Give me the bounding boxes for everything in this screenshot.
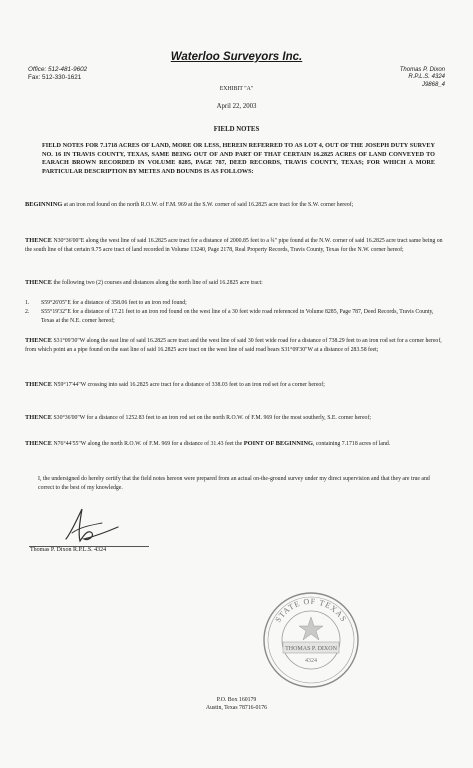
- office-phone: Office: 512-481-9602: [28, 66, 88, 73]
- course-text: S55°19'32"E for a distance of 17.21 feet to an iron rod found on the west line of a 30 feet wide road referenced in Volume 8285, Page 787, Deed Records, Travis County, Texas at the N.E. corner hereof;: [41, 309, 434, 324]
- exhibit-label: EXHIBIT "A": [219, 86, 254, 92]
- course-text: S59°26'05"E for a distance of 358.06 feet to an iron rod found;: [41, 300, 187, 306]
- paragraph-lead: THENCE: [25, 237, 52, 244]
- paragraph-lead: THENCE: [25, 381, 52, 388]
- paragraph-thence-6: [25, 440, 449, 449]
- paragraph-text: S30°36'00"W for a distance of 1252.83 feet to an iron rod set on the north R.O.W. of F.M. 969 for the most southerly, S.E. corner hereof;: [52, 415, 371, 421]
- intro-paragraph: FIELD NOTES FOR 7.1718 ACRES OF LAND, MORE OR LESS, HEREIN REFERRED TO AS LOT 4, OUT OF THE JOSEPH DUTY SURVEY NO. 16 IN TRAVIS COUNTY, TEXAS, SAME BEING OUT OF AND PART OF THAT CERTAIN 16.2825 ACRES OF LAND CONVEYED TO EARACH BROWN RECORDED IN VOLUME 8285, PAGE 787, DEED RECORDS, TRAVIS COUNTY, TEXAS; FOR WHICH A MORE PARTICULAR DESCRIPTION BY METES AND BOUNDS IS AS FOLLOWS:: [42, 142, 435, 176]
- paragraph-lead: THENCE: [25, 440, 52, 447]
- paragraph-text: S31°09'30"W along the east line of said 16.2825 acre tract and the west line of said 30 feet wide road for a distance of 738.29 feet to an iron rod set for a corner hereof, from which point an a pipe found on the east line of said 16.2825 acre tract on the west line of said road bears S31°09'30"W at a distance of 283.58 feet;: [25, 338, 442, 353]
- office-contact: [28, 66, 87, 82]
- company-name: Waterloo Surveyors Inc.: [170, 51, 303, 63]
- paragraph-text: N59°17'44"W crossing into said 16.2825 acre tract for a distance of 338.03 feet to an iron rod set for a corner hereof;: [52, 382, 325, 388]
- paragraph-thence-3: [25, 337, 449, 354]
- paragraph-tail: , containing 7.1718 acres of land.: [312, 441, 391, 447]
- surveyor-name: Thomas P. Dixon: [399, 67, 445, 73]
- paragraph-beginning: [25, 201, 449, 210]
- paragraph-lead: BEGINNING: [25, 201, 63, 208]
- point-of-beginning: POINT OF BEGINNING: [243, 440, 313, 447]
- document-heading: FIELD NOTES: [213, 126, 260, 133]
- paragraph-text: N76°44'55"W along the north R.O.W. of F.M. 969 for a distance of 31.43 feet the: [52, 441, 244, 447]
- fax-number: Fax: 512-330-1621: [28, 74, 82, 81]
- paragraph-thence-2: [25, 279, 449, 288]
- po-box-address: [0, 697, 473, 712]
- seal-top-text: STATE OF TEXAS: [273, 596, 349, 624]
- paragraph-thence-5: [25, 414, 449, 423]
- surveyor-seal-icon: [261, 590, 361, 690]
- course-number: 1.: [25, 300, 30, 306]
- paragraph-text: N30°36'00"E along the west line of said 16.2825 acre tract for a distance of 2000.85 feet to a ¾" pipe found at the N.W. corner of said 16.2825 acre tract same being on the south line of that certain 9.75 acre tract of land recorded in Volume 13240, Page 2178, Real Property Records, Travis County, Texas for the N.W. corner hereof;: [25, 238, 443, 253]
- paragraph-thence-4: [25, 381, 449, 390]
- surveyor-license: R.P.L.S. 4324: [408, 74, 445, 81]
- paragraph-text: at an iron rod found on the north R.O.W. of F.M. 969 at the S.W. corner of said 16.2825 acre tract for the S.W. corner hereof;: [62, 202, 354, 208]
- job-number: J9868_4: [421, 81, 445, 88]
- paragraph-lead: THENCE: [25, 414, 52, 421]
- signature-icon: [58, 503, 128, 549]
- seal-number-text: 4324: [305, 658, 317, 664]
- paragraph-lead: THENCE: [25, 279, 52, 286]
- signature-name: Thomas P. Dixon R.P.L.S. 4324: [30, 547, 107, 553]
- po-box-line-1: P.O. Box 160179: [216, 697, 257, 703]
- paragraph-text: the following two (2) courses and distances along the north line of said 16.2825 acre tract:: [52, 280, 263, 286]
- course-number: 2.: [25, 309, 30, 315]
- certification-paragraph: I, the undersigned do hereby certify that the field notes hereon were prepared from an actual on-the-ground survey under my direct supervision and that they are true and correct to the best of my knowledge.: [38, 476, 430, 491]
- paragraph-lead: THENCE: [25, 337, 52, 344]
- seal-name-text: THOMAS P. DIXON: [285, 646, 337, 652]
- po-box-line-2: Austin, Texas 78716-0176: [205, 704, 268, 711]
- paragraph-thence-1: [25, 237, 449, 254]
- document-date: April 22, 2003: [216, 103, 257, 110]
